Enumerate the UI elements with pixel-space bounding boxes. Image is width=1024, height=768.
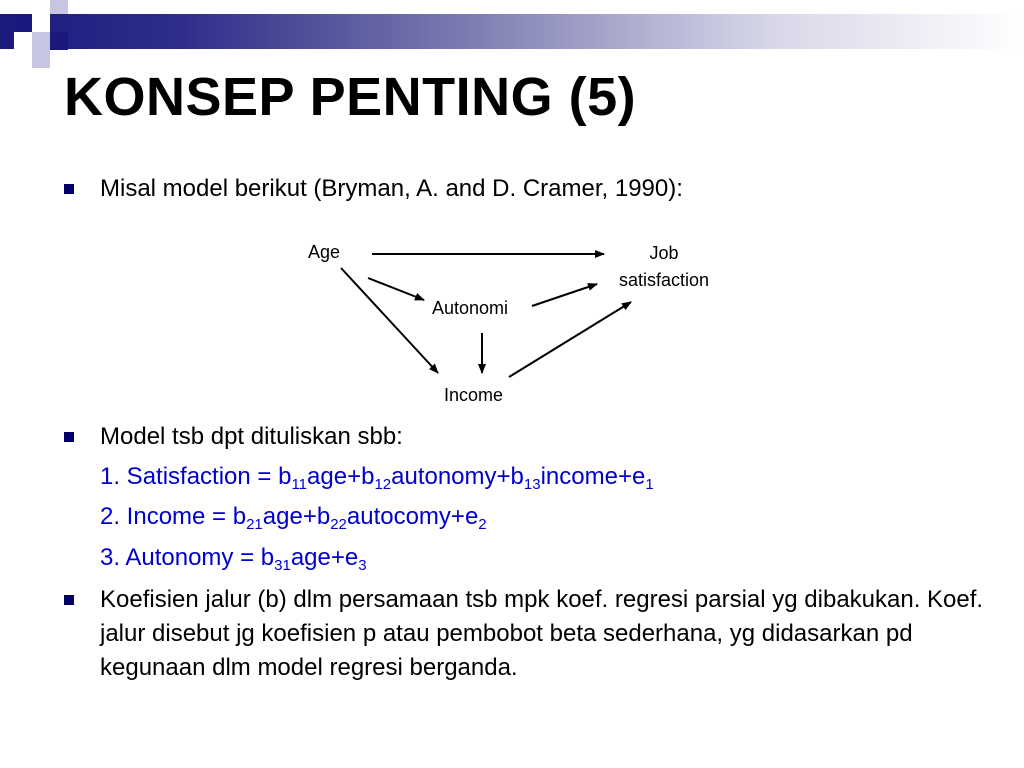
bullet-marker [64, 595, 74, 605]
bullet-text-model: Model tsb dpt dituliskan sbb: [100, 423, 403, 450]
node-income: Income [444, 385, 504, 405]
arrow-age-to-autonomi [368, 278, 424, 300]
equation-2: 2. Income = $b_{21}age+b_{22}autocomy+e_2$ [100, 503, 487, 533]
arrow-age-to-income [341, 268, 438, 373]
slide-title: KONSEP PENTING (5) [64, 67, 637, 127]
arrow-autonomi-to-job [532, 284, 597, 306]
bullet-marker [64, 432, 74, 442]
node-autonomi: Autonomi [432, 298, 509, 318]
node-job-line2: satisfaction [618, 270, 710, 290]
node-job-line1: Job [649, 243, 679, 263]
bullet-text-intro: Misal model berikut (Bryman, A. and D. Cramer, 1990): [100, 175, 683, 202]
arrow-income-to-job [509, 302, 631, 377]
equation-1: 1. Satisfaction = $b_{11}age+b_{12}autonomy+b_{13}income+e_1$ [100, 463, 654, 493]
node-age: Age [308, 242, 341, 262]
bullet-text-koefisien: Koefisien jalur (b) dlm persamaan tsb mpk koef. regresi parsial yg dibakukan. Koef. jalur disebut jg koefisien p atau pembobot beta sederhana, yg didasarkan pd kegunaan dlm model regresi berganda. [100, 586, 984, 681]
equation-3: 3. Autonomy = $b_{31}age+e_3$ [100, 544, 367, 574]
